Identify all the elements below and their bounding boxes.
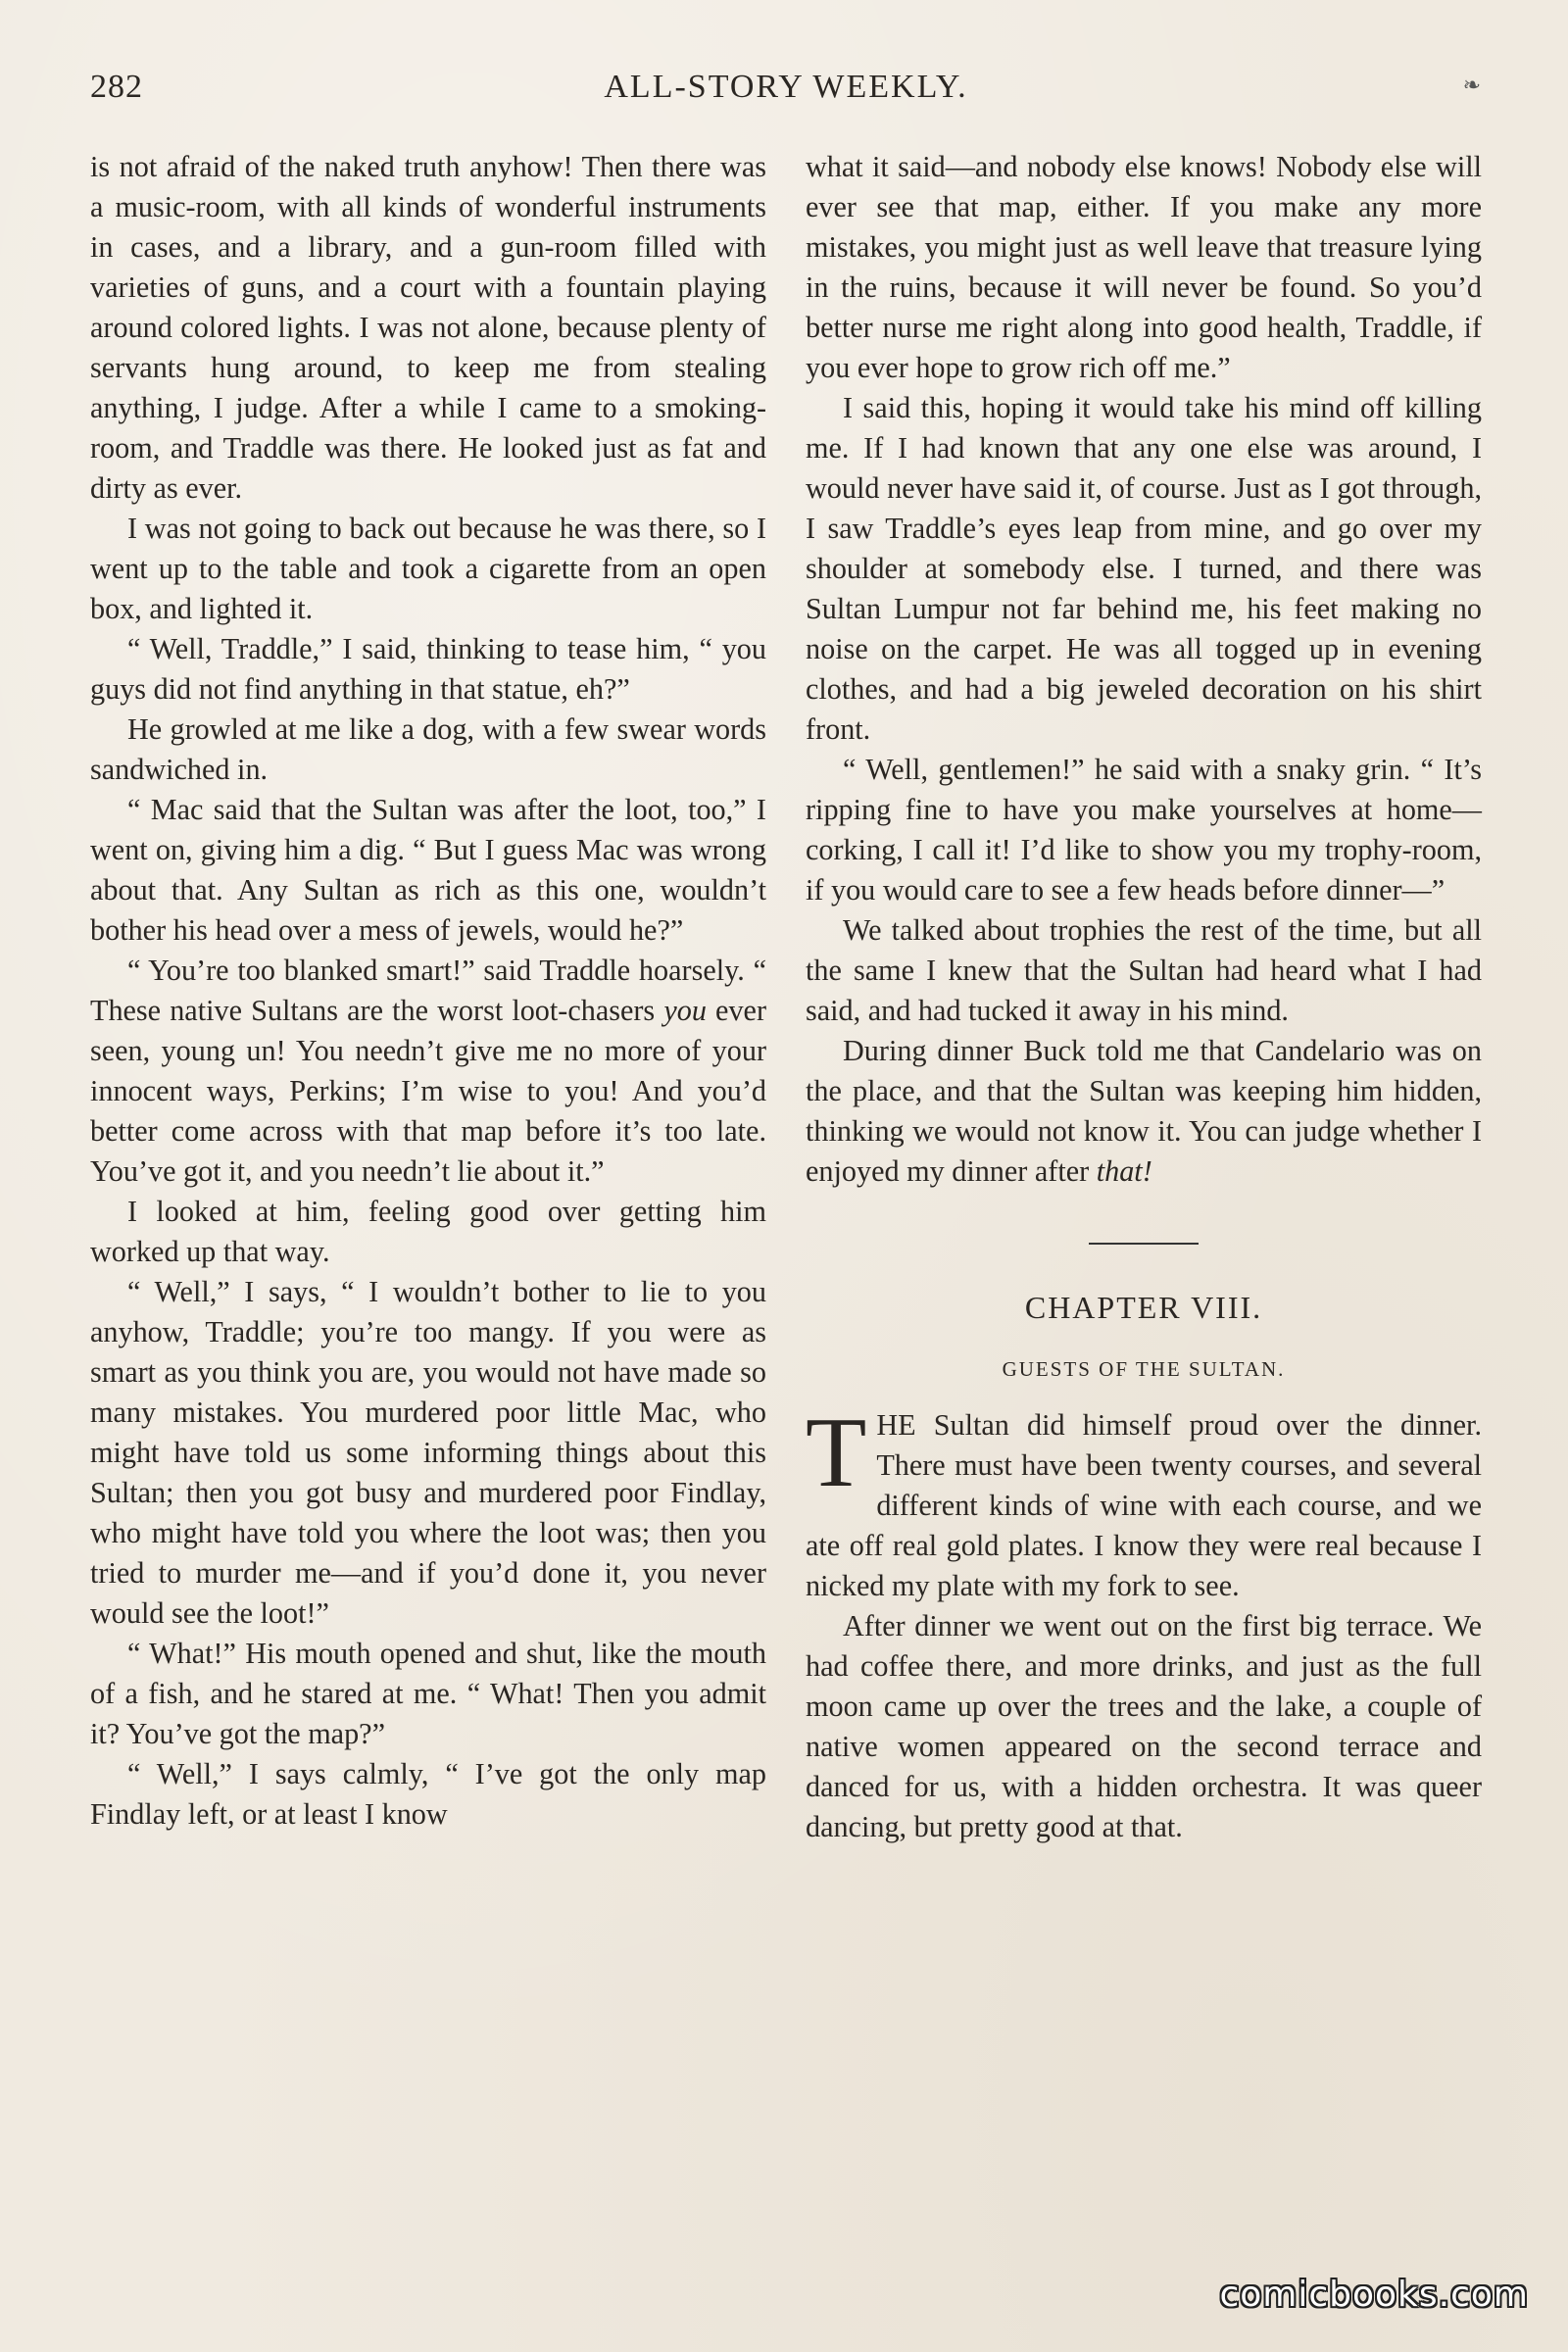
- paragraph: [90, 951, 766, 1192]
- paragraph: “ What!” His mouth opened and shut, like the mouth of a fish, and he stared at me. “ What! Then you admit it? You’ve got the map?”: [90, 1637, 766, 1750]
- watermark: comicbooks.com: [1219, 2275, 1529, 2315]
- italic-text: that!: [1096, 1154, 1152, 1188]
- chapter-divider: [1089, 1243, 1199, 1245]
- paragraph-text: “ You’re too blanked smart!” said Traddle hoarsely. “ These native Sultans are the worst loot-chasers: [90, 954, 766, 1027]
- paragraph: [806, 1031, 1482, 1192]
- paragraph: I said this, hoping it would take his mind off killing me. If I had known that any one else was around, I would never have said it, of course. Just as I got through, I saw Traddle’s eyes leap from mine, and go over my shoulder at somebody else. I turned, and there was Sultan Lumpur not far behind me, his feet making no noise on the carpet. He was all togged up in evening clothes, and had a big jeweled decoration on his shirt front.: [806, 391, 1482, 746]
- paragraph: [806, 1397, 1482, 1606]
- paragraph-text: ever seen, young un! You needn’t give me no more of your innocent ways, Perkins; I’m wise to you! And you’d better come across with that map before it’s too late. You’ve got it, and you needn’t lie about it.”: [90, 994, 766, 1188]
- page-header: [90, 69, 1482, 118]
- running-title: ALL-STORY WEEKLY.: [604, 69, 968, 105]
- drop-cap: T: [806, 1397, 867, 1508]
- left-column: [90, 147, 766, 1835]
- paragraph: “ Well, Traddle,” I said, thinking to tease him, “ you guys did not find anything in that statue, eh?”: [90, 632, 766, 706]
- chapter-title: CHAPTER VIII.: [1024, 1290, 1263, 1325]
- chapter-subtitle: GUESTS OF THE SULTAN.: [1002, 1357, 1286, 1381]
- paragraph: what it said—and nobody else knows! Nobody else will ever see that map, either. If you make any more mistakes, you might just as well leave that treasure lying in the ruins, because it will never be found. So you’d better nurse me right along into good health, Traddle, if you ever hope to grow rich off me.”: [806, 150, 1482, 384]
- page-number: 282: [90, 69, 143, 105]
- paragraph-text: HE Sultan did himself proud over the dinner. There must have been twenty courses, and several different kinds of wine with each course, and we ate off real gold plates. I know they were real because I nicked my plate with my fork to see.: [806, 1408, 1482, 1602]
- right-column: [806, 147, 1482, 1847]
- paragraph: “ Well, gentlemen!” he said with a snaky grin. “ It’s ripping fine to have you make yourselves at home—corking, I call it! I’d like to show you my trophy-room, if you would care to see a few heads before dinner—”: [806, 753, 1482, 906]
- chapter-body: [806, 1397, 1482, 1847]
- paragraph: I was not going to back out because he was there, so I went up to the table and took a cigarette from an open box, and lighted it.: [90, 512, 766, 625]
- paragraph: I looked at him, feeling good over getting him worked up that way.: [90, 1195, 766, 1268]
- paragraph: “ Mac said that the Sultan was after the loot, too,” I went on, giving him a dig. “ But I guess Mac was wrong about that. Any Sultan as rich as this one, wouldn’t bother his head over a mess of jewels, would he?”: [90, 793, 766, 947]
- ornament-icon: ❧: [1462, 73, 1482, 97]
- paragraph: “ Well,” I says, “ I wouldn’t bother to lie to you anyhow, Traddle; you’re too mangy. If you were as smart as you think you are, you would not have made so many mistakes. You murdered poor little Mac, who might have told us some informing things about this Sultan; then you got busy and murdered poor Findlay, who might have told you where the loot was; then you tried to murder me—and if you’d done it, you never would see the loot!”: [90, 1275, 766, 1630]
- paragraph: After dinner we went out on the first big terrace. We had coffee there, and more drinks, and just as the full moon came up over the trees and the lake, a couple of native women appeared on the second terrace and danced for us, with a hidden orchestra. It was queer dancing, but pretty good at that.: [806, 1609, 1482, 1843]
- italic-text: you: [663, 994, 707, 1027]
- paragraph-text: During dinner Buck told me that Candelario was on the place, and that the Sultan was keeping him hidden, thinking we would not know it. You can judge whether I enjoyed my dinner after: [806, 1034, 1482, 1188]
- paragraph: “ Well,” I says calmly, “ I’ve got the only map Findlay left, or at least I know: [90, 1757, 766, 1831]
- paragraph: We talked about trophies the rest of the time, but all the same I knew that the Sultan had heard what I had said, and had tucked it away in his mind.: [806, 913, 1482, 1027]
- paragraph: is not afraid of the naked truth anyhow! Then there was a music-room, with all kinds of wonderful instruments in cases, and a library, and a gun-room filled with varieties of guns, and a court with a fountain playing around colored lights. I was not alone, because plenty of servants hung around, to keep me from stealing anything, I judge. After a while I came to a smoking-room, and Traddle was there. He looked just as fat and dirty as ever.: [90, 150, 766, 505]
- paragraph: He growled at me like a dog, with a few swear words sandwiched in.: [90, 712, 766, 786]
